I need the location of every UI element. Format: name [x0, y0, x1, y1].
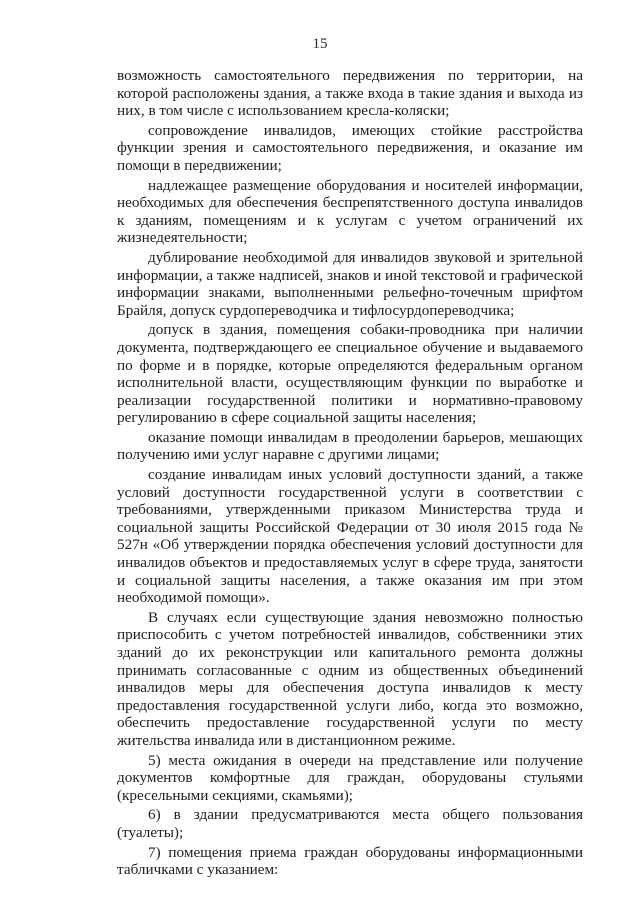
paragraph-information-duplication: дублирование необходимой для инвалидов звуковой и зрительной информации, а также надписей, знаков и иной текстовой и графической информации знаками, выполненными рельефно-точечным шрифтом Брайля, допуск сурдопереводчика и тифлосурдопереводчика;	[117, 248, 583, 319]
paragraph-item-5: 5) места ожидания в очереди на представление или получение документов комфортные для граждан, оборудованы стульями (кресельными секциями, скамьями);	[117, 751, 583, 804]
paragraph-equipment-placement: надлежащее размещение оборудования и носителей информации, необходимых для обеспечения беспрепятственного доступа инвалидов к зданиям, помещениям и к услугам с учетом ограничений их жизнедеятельности;	[117, 176, 583, 247]
paragraph-existing-buildings: В случаях если существующие здания невозможно полностью приспособить с учетом потребностей инвалидов, собственники этих зданий до их реконструкции или капитального ремонта должны принимать согласованные с одним из общественных объединений инвалидов меры для обеспечения доступа инвалидов к месту предоставления государственной услуги либо, когда это возможно, обеспечить предоставление государственной услуги по месту жительства инвалида или в дистанционном режиме.	[117, 608, 583, 749]
paragraph-other-conditions: создание инвалидам иных условий доступности зданий, а также условий доступности государственной услуги в соответствии с требованиями, утвержденными приказом Министерства труда и социальной защиты Российской Федерации от 30 июля 2015 года № 527н «Об утверждении порядка обеспечения условий доступности для инвалидов объектов и предоставляемых услуг в сфере труда, занятости и социальной защиты населения, а также оказания им при этом необходимой помощи».	[117, 466, 583, 607]
paragraph-item-6: 6) в здании предусматриваются места общего пользования (туалеты);	[117, 806, 583, 841]
document-body	[117, 67, 583, 881]
paragraph-escort: сопровождение инвалидов, имеющих стойкие расстройства функции зрения и самостоятельного передвижения, и оказание им помощи в передвижении;	[117, 121, 583, 174]
paragraph-mobility: возможность самостоятельного передвижения по территории, на которой расположены здания, а также входа в такие здания и выхода из них, в том числе с использованием кресла-коляски;	[117, 67, 583, 120]
paragraph-guide-dog: допуск в здания, помещения собаки-проводника при наличии документа, подтверждающего ее специальное обучение и выдаваемого по форме и в порядке, которые определяются федеральным органом исполнительной власти, осуществляющим функции по выработке и реализации государственной политики и нормативно-правовому регулированию в сфере социальной защиты населения;	[117, 321, 583, 427]
paragraph-barrier-assistance: оказание помощи инвалидам в преодолении барьеров, мешающих получению ими услуг наравне с другими лицами;	[117, 428, 583, 464]
paragraph-item-7: 7) помещения приема граждан оборудованы информационными табличками с указанием:	[117, 843, 583, 879]
page-number: 15	[312, 36, 328, 52]
